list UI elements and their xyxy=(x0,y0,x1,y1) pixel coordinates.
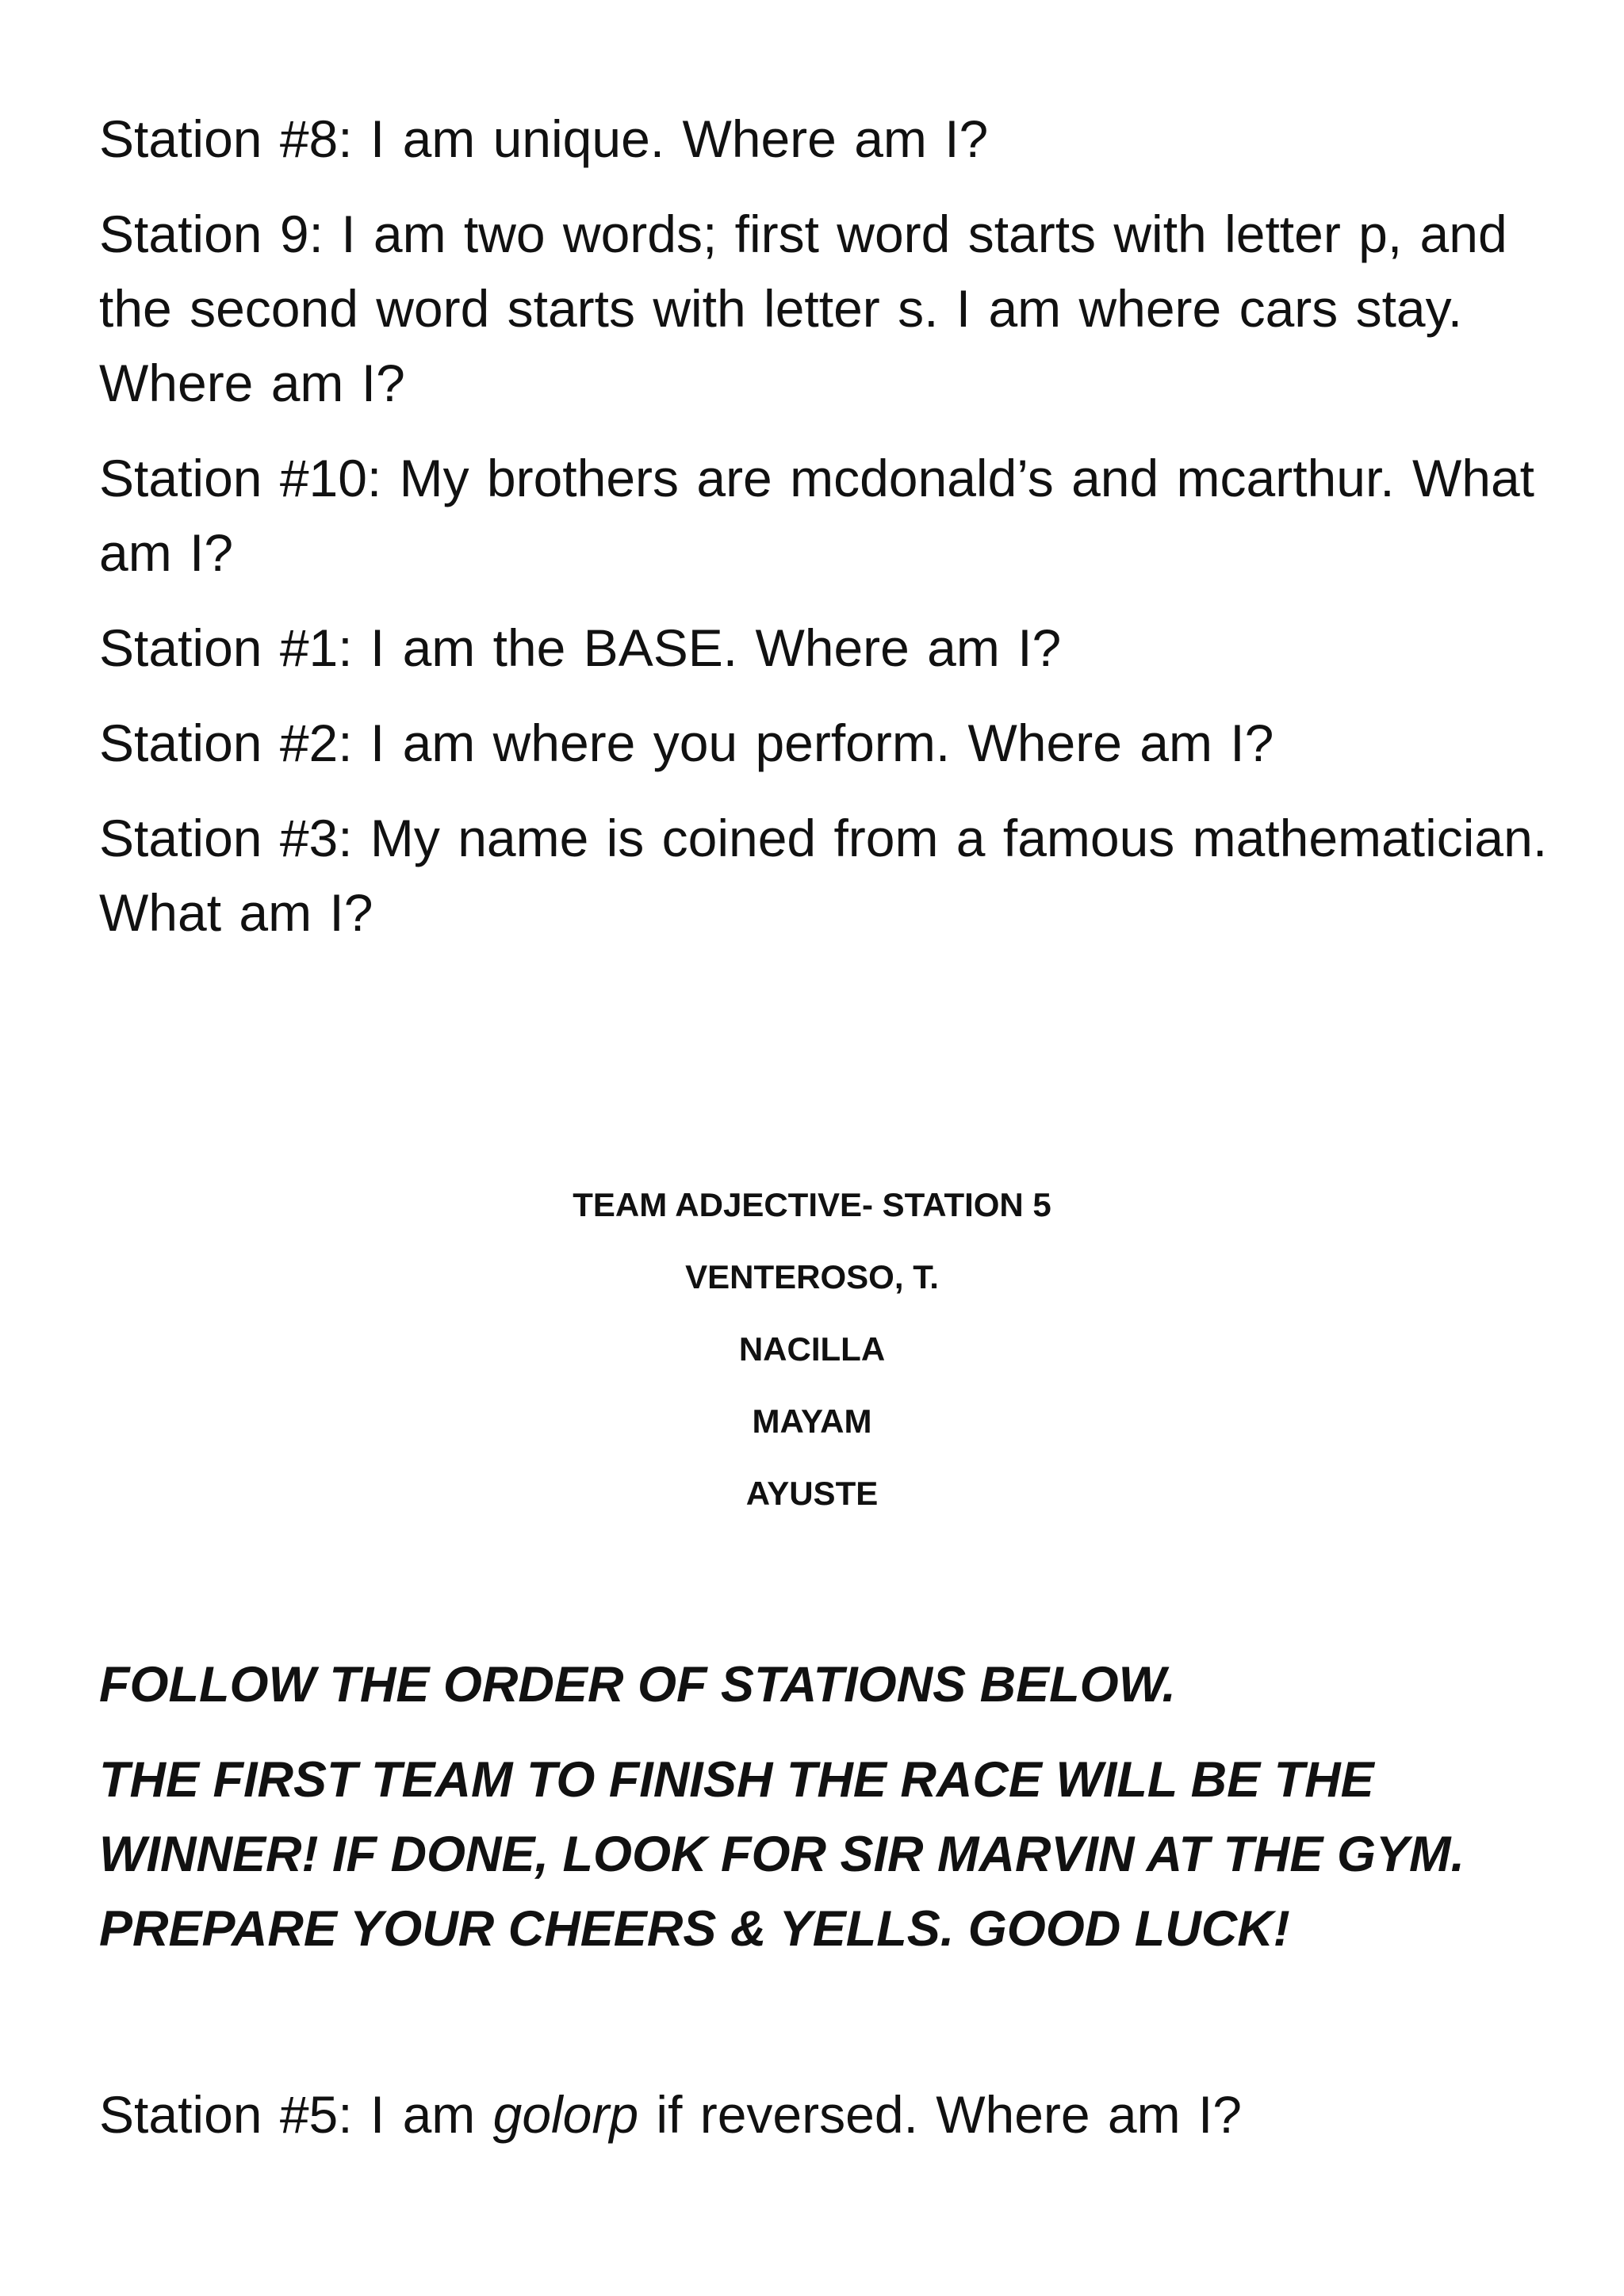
instruction-winner: THE FIRST TEAM TO FINISH THE RACE WILL BE THE WINNER! IF DONE, LOOK FOR SIR MARVIN AT THE GYM. PREPARE YOUR CHEERS & YELLS. GOOD LUCK! xyxy=(99,1752,1465,1957)
instructions-block xyxy=(99,1647,1550,1987)
team-block xyxy=(0,1185,1624,1546)
clue-station-5 xyxy=(99,2077,1550,2152)
team-member: VENTEROSO, T. xyxy=(685,1258,939,1295)
team-member: AYUSTE xyxy=(745,1475,879,1512)
team-title: TEAM ADJECTIVE- STATION 5 xyxy=(573,1186,1051,1223)
instruction-order: FOLLOW THE ORDER OF STATIONS BELOW. xyxy=(99,1657,1176,1712)
clue-station-5-prefix: Station #5: I am xyxy=(99,2085,493,2144)
clue-station-2: Station #2: I am where you perform. Where am I? xyxy=(99,714,1274,772)
clue-station-5-emphasis: golorp xyxy=(492,2085,639,2144)
team-member: NACILLA xyxy=(738,1330,886,1368)
clue-station-5-suffix: if reversed. Where am I? xyxy=(638,2085,1242,2144)
clue-station-8: Station #8: I am unique. Where am I? xyxy=(99,109,989,168)
clue-station-3: Station #3: My name is coined from a famous mathematician. What am I? xyxy=(99,809,1548,942)
clue-station-9: Station 9: I am two words; first word starts with letter p, and the second word starts with letter s. I am where cars stay. Where am I? xyxy=(99,205,1507,412)
team-member: MAYAM xyxy=(752,1402,872,1440)
clue-list xyxy=(99,101,1550,970)
clue-station-1: Station #1: I am the BASE. Where am I? xyxy=(99,618,1062,677)
clue-station-10: Station #10: My brothers are mcdonald’s and mcarthur. What am I? xyxy=(99,449,1535,582)
